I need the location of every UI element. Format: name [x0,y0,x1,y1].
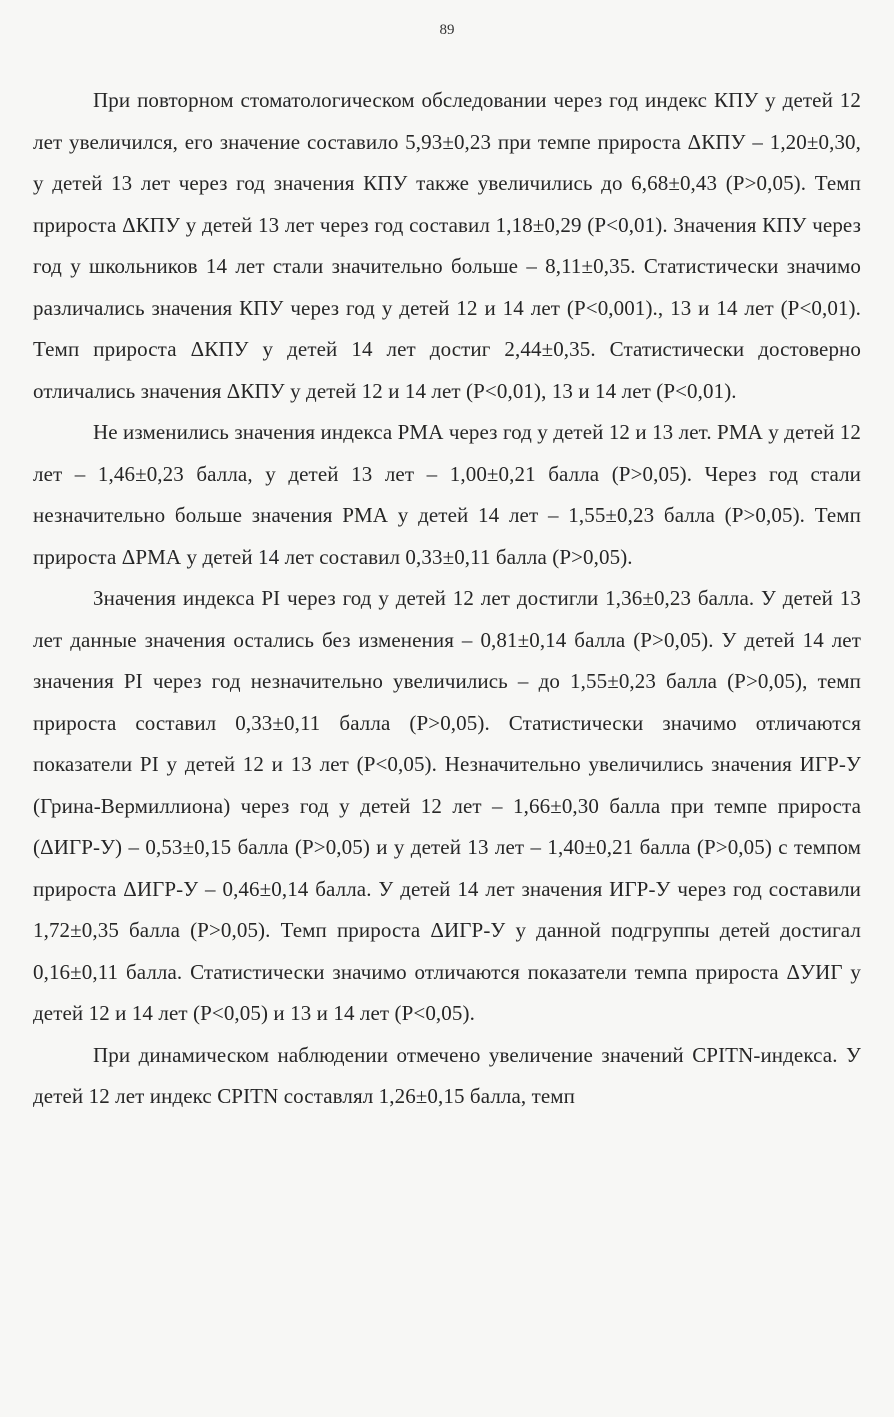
page-number: 89 [439,22,455,38]
paragraph-pi-igr: Значения индекса PI через год у детей 12 лет достигли 1,36±0,23 балла. У детей 13 лет данные значения остались без изменения – 0,81±0,14 балла (Р>0,05). У детей 14 лет значения PI через год незначительно увеличились – до 1,55±0,23 балла (Р>0,05), темп прироста составил 0,33±0,11 балла (Р>0,05). Статистически значимо отличаются показатели PI у детей 12 и 13 лет (Р<0,05). Незначительно увеличились значения ИГР-У (Грина-Вермиллиона) через год у детей 12 лет – 1,66±0,30 балла при темпе прироста (ΔИГР-У) – 0,53±0,15 балла (Р>0,05) и у детей 13 лет – 1,40±0,21 балла (Р>0,05) с темпом прироста ΔИГР-У – 0,46±0,14 балла. У детей 14 лет значения ИГР-У через год составили 1,72±0,35 балла (Р>0,05). Темп прироста ΔИГР-У у данной подгруппы детей достигал 0,16±0,11 балла. Статистически значимо отличаются показатели темпа прироста ΔУИГ у детей 12 и 14 лет (Р<0,05) и 13 и 14 лет (Р<0,05). [33,586,861,1025]
paragraph-cpitn: При динамическом наблюдении отмечено увеличение значений CPITN-индекса. У детей 12 лет индекс CPITN составлял 1,26±0,15 балла, темп [33,1042,861,1108]
body-text [33,80,861,1118]
paragraph-kpu: При повторном стоматологическом обследовании через год индекс КПУ у детей 12 лет увеличился, его значение составило 5,93±0,23 при темпе прироста ΔКПУ – 1,20±0,30, у детей 13 лет через год значения КПУ также увеличились до 6,68±0,43 (Р>0,05). Темп прироста ΔКПУ у детей 13 лет через год составил 1,18±0,29 (Р<0,01). Значения КПУ через год у школьников 14 лет стали значительно больше – 8,11±0,35. Статистически значимо различались значения КПУ через год у детей 12 и 14 лет (Р<0,001)., 13 и 14 лет (Р<0,01). Темп прироста ΔКПУ у детей 14 лет достиг 2,44±0,35. Статистически достоверно отличались значения ΔКПУ у детей 12 и 14 лет (Р<0,01), 13 и 14 лет (Р<0,01). [33,88,861,403]
paragraph-pma: Не изменились значения индекса РМА через год у детей 12 и 13 лет. РМА у детей 12 лет – 1,46±0,23 балла, у детей 13 лет – 1,00±0,21 балла (Р>0,05). Через год стали незначительно больше значения РМА у детей 14 лет – 1,55±0,23 балла (Р>0,05). Темп прироста ΔРМА у детей 14 лет составил 0,33±0,11 балла (Р>0,05). [33,420,861,569]
